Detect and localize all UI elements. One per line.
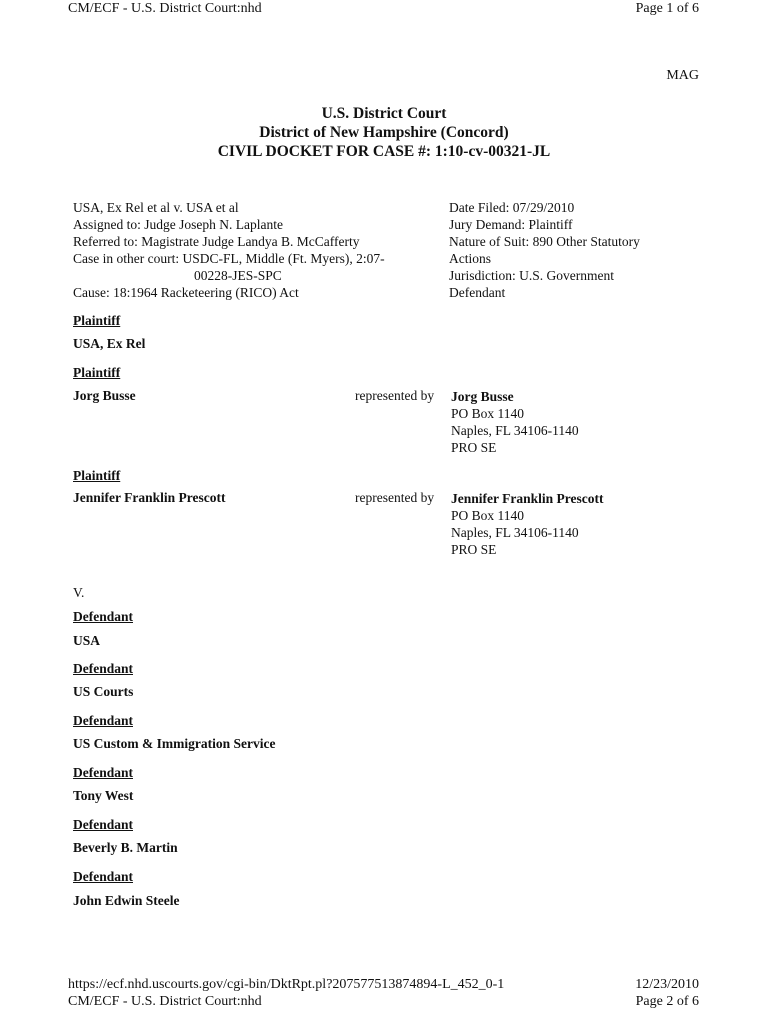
next-page-header-title: CM/ECF - U.S. District Court:nhd xyxy=(68,994,262,1009)
print-date: 12/23/2010 xyxy=(635,977,699,992)
docket-case-number: CIVIL DOCKET FOR CASE #: 1:10-cv-00321-JL xyxy=(217,143,551,160)
defendant-name: US Courts xyxy=(73,684,134,699)
plaintiff-label: Plaintiff xyxy=(73,313,121,328)
defendant-name: Beverly B. Martin xyxy=(73,840,178,855)
attorney-block xyxy=(451,490,603,558)
page-footer-left xyxy=(68,976,504,1010)
jury-demand: Jury Demand: Plaintiff xyxy=(449,217,573,232)
other-court-number: 00228-JES-SPC xyxy=(194,268,282,283)
attorney-status: PRO SE xyxy=(451,542,497,557)
assigned-judge: Assigned to: Judge Joseph N. Laplante xyxy=(73,217,283,232)
case-cause: Cause: 18:1964 Racketeering (RICO) Act xyxy=(73,285,299,300)
document-url[interactable]: https://ecf.nhd.uscourts.gov/cgi-bin/DktRpt.pl?207577513874894-L_452_0-1 xyxy=(68,977,505,992)
nature-of-suit: Nature of Suit: 890 Other Statutory xyxy=(449,234,640,249)
attorney-address: PO Box 1140 xyxy=(451,508,525,523)
page-number: Page 1 of 6 xyxy=(635,1,699,16)
attorney-block xyxy=(451,388,579,456)
plaintiff-name: USA, Ex Rel xyxy=(73,336,146,351)
defendant-label: Defendant xyxy=(73,609,133,624)
defendant-name: John Edwin Steele xyxy=(73,893,180,908)
represented-by-label: represented by xyxy=(355,388,435,403)
attorney-city: Naples, FL 34106-1140 xyxy=(451,423,579,438)
defendant-name: Tony West xyxy=(73,788,134,803)
attorney-name: Jennifer Franklin Prescott xyxy=(451,491,604,506)
court-name: U.S. District Court xyxy=(321,105,447,122)
represented-by-label: represented by xyxy=(355,490,435,505)
defendant-name: USA xyxy=(73,633,101,648)
plaintiff-label: Plaintiff xyxy=(73,365,121,380)
defendant-label: Defendant xyxy=(73,713,133,728)
defendant-label: Defendant xyxy=(73,869,133,884)
docket-title-block xyxy=(0,104,768,161)
district-name: District of New Hampshire (Concord) xyxy=(259,124,509,141)
case-info-right xyxy=(449,199,640,301)
defendant-name: US Custom & Immigration Service xyxy=(73,736,276,751)
case-flag: MAG xyxy=(666,68,699,83)
versus-label: V. xyxy=(73,585,85,600)
case-caption: USA, Ex Rel et al v. USA et al xyxy=(73,200,239,215)
jurisdiction: Jurisdiction: U.S. Government xyxy=(449,268,614,283)
page-footer-right xyxy=(635,976,699,1010)
nature-of-suit-cont: Actions xyxy=(449,251,491,266)
referred-judge: Referred to: Magistrate Judge Landya B. McCafferty xyxy=(73,234,360,249)
defendant-label: Defendant xyxy=(73,765,133,780)
other-court: Case in other court: USDC-FL, Middle (Ft. Myers), 2:07- xyxy=(73,251,385,266)
plaintiff-name: Jorg Busse xyxy=(73,388,136,403)
case-info-left xyxy=(73,199,385,301)
plaintiff-name: Jennifer Franklin Prescott xyxy=(73,490,226,505)
attorney-address: PO Box 1140 xyxy=(451,406,525,421)
next-page-number: Page 2 of 6 xyxy=(635,994,699,1009)
attorney-city: Naples, FL 34106-1140 xyxy=(451,525,579,540)
attorney-status: PRO SE xyxy=(451,440,497,455)
defendant-label: Defendant xyxy=(73,817,133,832)
plaintiff-label: Plaintiff xyxy=(73,468,121,483)
page-header-title: CM/ECF - U.S. District Court:nhd xyxy=(68,1,262,16)
jurisdiction-cont: Defendant xyxy=(449,285,506,300)
date-filed: Date Filed: 07/29/2010 xyxy=(449,200,575,215)
attorney-name: Jorg Busse xyxy=(451,389,514,404)
defendant-label: Defendant xyxy=(73,661,133,676)
